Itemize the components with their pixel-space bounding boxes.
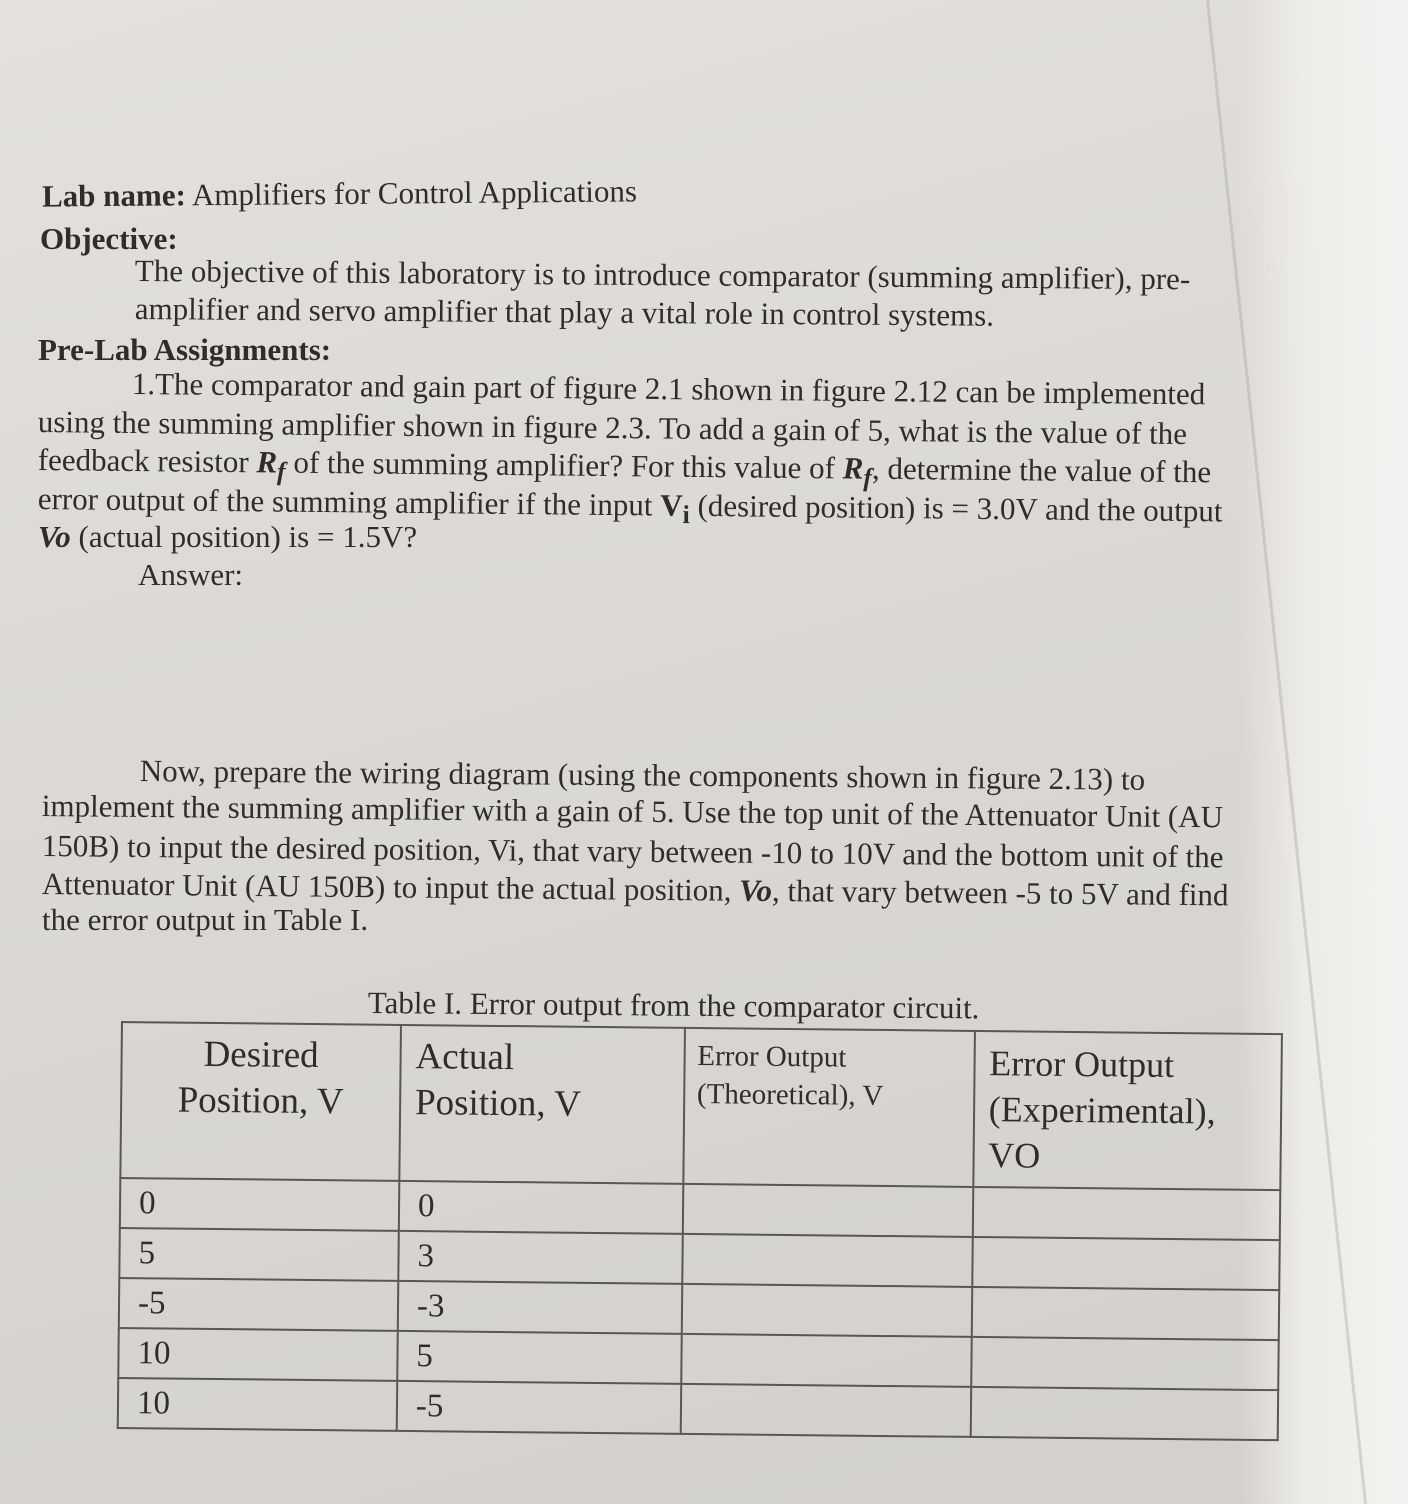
prelab-q1-line-2: using the summing amplifier shown in figure 2.3. To add a gain of 5, what is the value of the — [37, 404, 1188, 452]
objective-line-2: amplifier and servo amplifier that play a vital role in control systems. — [134, 291, 995, 333]
cell-desired: 10 — [118, 1328, 397, 1381]
objective-line-1: The objective of this laboratory is to introduce comparator (summing amplifier), pre- — [134, 253, 1191, 297]
cell-desired: -5 — [119, 1278, 398, 1331]
prelab-q1-line-1: 1.The comparator and gain part of figure 2.1 shown in figure 2.12 can be implemented — [131, 366, 1206, 412]
header-desired-position: Desired Position, V — [120, 1022, 401, 1181]
wiring-line-5: the error output in Table I. — [42, 902, 369, 937]
wiring-line-2: implement the summing amplifier with a gain of 5. Use the top unit of the Attenuator Unit (AU — [41, 788, 1224, 835]
cell-actual: -3 — [398, 1281, 682, 1334]
answer-label: Answer: — [138, 557, 244, 592]
wiring-line-1: Now, prepare the wiring diagram (using the components shown in figure 2.13) to — [139, 753, 1146, 797]
cell-desired: 0 — [120, 1178, 399, 1231]
cell-error-experimental[interactable] — [971, 1337, 1279, 1390]
prelab-heading: Pre-Lab Assignments: — [38, 332, 332, 367]
vo-symbol: Vo — [38, 519, 71, 554]
cell-error-experimental[interactable] — [972, 1187, 1280, 1240]
q1-line-3-b: of the summing amplifier? For this value of — [285, 444, 843, 486]
cell-actual: 5 — [397, 1331, 681, 1384]
header-error-experimental: Error Output (Experimental), VO — [973, 1031, 1282, 1190]
prelab-q1-line-5 — [38, 519, 417, 555]
q1-line-4-a: error output of the summing amplifier if the input — [37, 481, 661, 523]
error-output-table — [117, 1021, 1283, 1441]
cell-error-theoretical[interactable] — [681, 1334, 971, 1387]
cell-error-experimental[interactable] — [970, 1387, 1278, 1440]
q1-line-3-a: feedback resistor — [37, 442, 257, 480]
table-caption: Table I. Error output from the comparator circuit. — [367, 985, 980, 1026]
lab-name-label: Lab name: — [41, 177, 186, 214]
cell-error-theoretical[interactable] — [683, 1184, 973, 1237]
vi-symbol: $V_i$ — [660, 487, 690, 530]
q1-line-5-b: (actual position) is = 1.5V? — [70, 519, 418, 554]
lab-name-line — [42, 173, 637, 214]
cell-actual: 0 — [399, 1181, 683, 1234]
cell-error-experimental[interactable] — [971, 1287, 1279, 1340]
rf-symbol: $R_f$ — [256, 444, 286, 486]
q1-line-4-b: (desired position) is = 3.0V and the output — [689, 487, 1223, 529]
rf-symbol-2: $R_f$ — [842, 450, 873, 492]
cell-error-experimental[interactable] — [972, 1237, 1280, 1290]
wiring-line-4-b: , that vary between -5 to 5V and find — [771, 873, 1229, 913]
vo-symbol-2: Vo — [739, 872, 773, 909]
header-error-theoretical: Error Output (Theoretical), V — [683, 1028, 975, 1187]
cell-desired: 10 — [118, 1378, 397, 1431]
lab-name-value: Amplifiers for Control Applications — [191, 173, 638, 213]
cell-desired: 5 — [119, 1228, 398, 1281]
cell-actual: 3 — [398, 1231, 682, 1284]
wiring-line-4-a: Attenuator Unit (AU 150B) to input the actual position, — [41, 866, 740, 908]
cell-actual: -5 — [397, 1381, 681, 1434]
cell-error-theoretical[interactable] — [681, 1284, 971, 1337]
objective-heading: Objective: — [40, 221, 178, 256]
cell-error-theoretical[interactable] — [680, 1384, 970, 1437]
table-header-row — [120, 1022, 1282, 1190]
q1-line-3-c: , determine the value of the — [871, 450, 1212, 490]
cell-error-theoretical[interactable] — [682, 1234, 972, 1287]
header-actual-position: Actual Position, V — [399, 1025, 684, 1184]
wiring-line-3: 150B) to input the desired position, Vi, that vary between -10 to 10V and the bottom unit of the — [41, 828, 1224, 875]
